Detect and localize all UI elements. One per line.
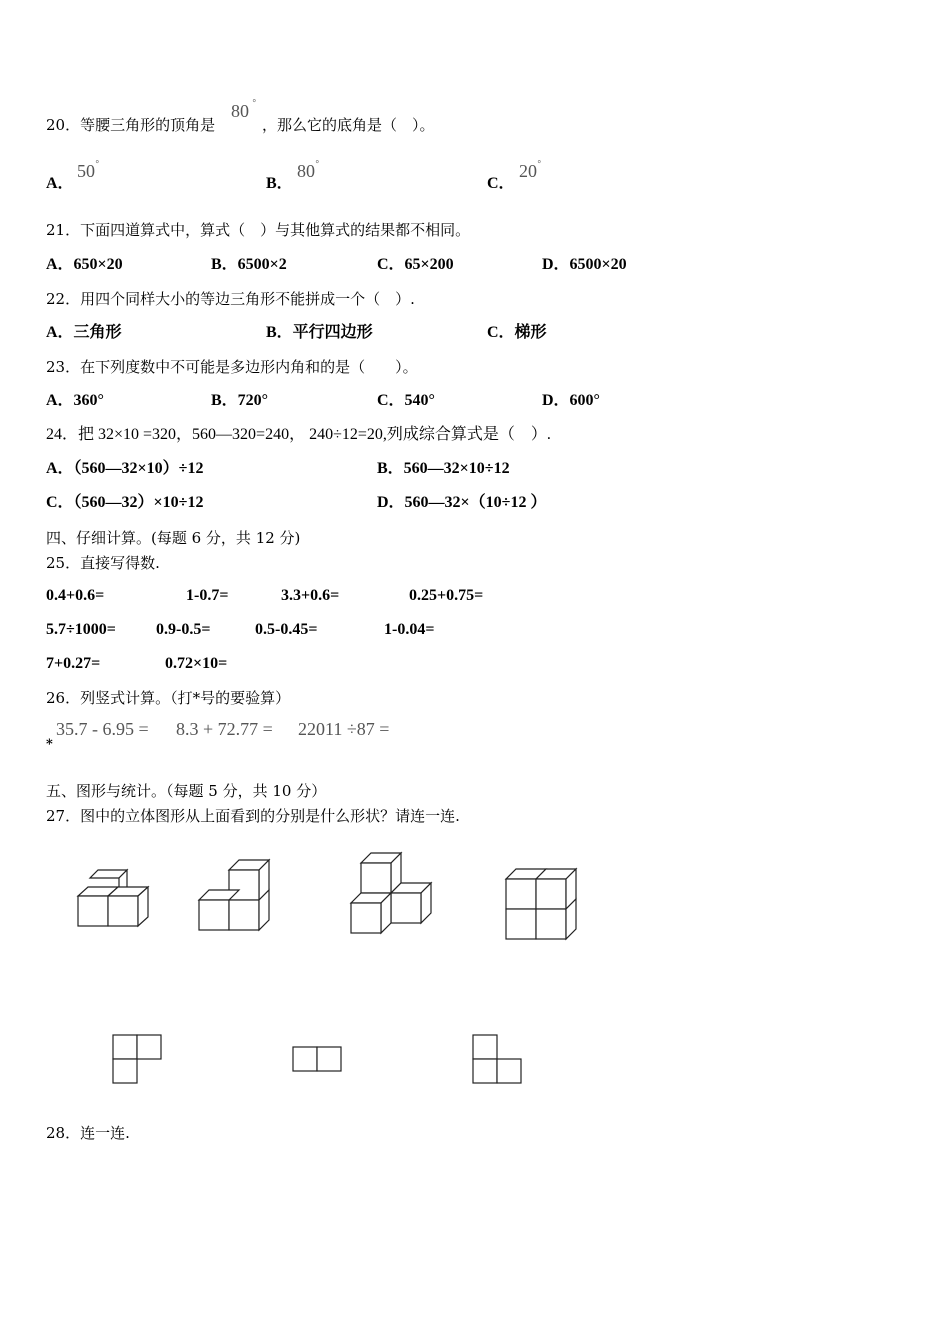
q20-option-a-letter[interactable]: A． — [46, 175, 74, 192]
q22-option-b[interactable]: B．平行四边形 — [266, 324, 373, 341]
q21-stem: 21．下面四道算式中，算式（ ）与其他算式的结果都不相同。 — [46, 221, 471, 239]
q24-option-a[interactable]: A．（560—32×10）÷12 — [46, 460, 204, 477]
q20-degree-mark: ° — [252, 99, 257, 109]
top-view-shape-2 — [292, 1046, 352, 1076]
q26-stem: 26．列竖式计算。（打*号的要验算） — [46, 689, 291, 707]
q25-stem: 25．直接写得数. — [46, 554, 160, 572]
q25-item: 0.25+0.75= — [409, 587, 484, 604]
section4-title: 四、仔细计算。(每题 6 分，共 12 分) — [46, 529, 301, 547]
q20-angle: 80 — [231, 101, 249, 121]
top-view-shape-3 — [472, 1034, 532, 1094]
q27-stem: 27．图中的立体图形从上面看到的分别是什么形状？请连一连. — [46, 807, 460, 825]
solid-figure-2 — [195, 855, 295, 945]
q23-option-c[interactable]: C．540° — [377, 392, 435, 409]
q24-option-b[interactable]: B．560—32×10÷12 — [377, 460, 510, 477]
q23-stem: 23．在下列度数中不可能是多边形内角和的是（ ）。 — [46, 358, 418, 376]
q26-expression: 8.3 + 72.77 = — [176, 719, 273, 739]
q26-expression: 35.7 - 6.95 = — [56, 719, 149, 739]
q22-stem: 22．用四个同样大小的等边三角形不能拼成一个（ ）. — [46, 290, 415, 308]
q20-stem — [46, 116, 215, 134]
q21-option-d[interactable]: D．6500×20 — [542, 256, 627, 273]
q24-option-c[interactable]: C．（560—32）×10÷12 — [46, 494, 204, 511]
q24-stem: 24．把 32×10 =320，560—320=240， 240÷12=20,列成综合算式是（ ）. — [46, 426, 551, 443]
q20-option-c-value: 20 — [519, 161, 537, 181]
q25-item: 0.5-0.45= — [255, 621, 318, 638]
q25-item: 3.3+0.6= — [281, 587, 340, 604]
q25-item: 0.72×10= — [165, 655, 228, 672]
q22-option-a[interactable]: A．三角形 — [46, 324, 122, 341]
top-view-shape-1 — [112, 1034, 172, 1094]
q20-option-a-degree: ° — [95, 160, 100, 170]
q20-stem-after: ，那么它的底角是（ ）。 — [262, 116, 435, 134]
q25-item: 1-0.7= — [186, 587, 229, 604]
solid-figure-4 — [500, 864, 600, 954]
q20-option-b-value: 80 — [297, 161, 315, 181]
q25-item: 1-0.04= — [384, 621, 435, 638]
q23-option-a[interactable]: A．360° — [46, 392, 104, 409]
q25-item: 0.9-0.5= — [156, 621, 211, 638]
q20-option-b-degree: ° — [315, 160, 320, 170]
q21-option-b[interactable]: B．6500×2 — [211, 256, 287, 273]
q24-option-d[interactable]: D．560—32×（10÷12 ） — [377, 494, 547, 511]
q26-star: * — [46, 737, 53, 752]
q20-option-b-letter[interactable]: B． — [266, 175, 293, 192]
q21-option-c[interactable]: C．65×200 — [377, 256, 454, 273]
q20-option-c-letter[interactable]: C． — [487, 175, 515, 192]
q26-expression: 22011 ÷87 = — [298, 719, 390, 739]
q20-option-a-value: 50 — [77, 161, 95, 181]
q20-option-c-degree: ° — [537, 160, 542, 170]
section5-title: 五、图形与统计。（每题 5 分，共 10 分） — [46, 782, 327, 800]
q23-option-d[interactable]: D．600° — [542, 392, 600, 409]
q28-stem: 28．连一连. — [46, 1124, 130, 1142]
q25-item: 0.4+0.6= — [46, 587, 105, 604]
q22-option-c[interactable]: C．梯形 — [487, 324, 547, 341]
solid-figure-3 — [345, 848, 465, 948]
q25-item: 5.7÷1000= — [46, 621, 116, 638]
q23-option-b[interactable]: B．720° — [211, 392, 269, 409]
q25-item: 7+0.27= — [46, 655, 101, 672]
q21-option-a[interactable]: A．650×20 — [46, 256, 123, 273]
q20-stem-before: 20．等腰三角形的顶角是 — [46, 116, 216, 134]
